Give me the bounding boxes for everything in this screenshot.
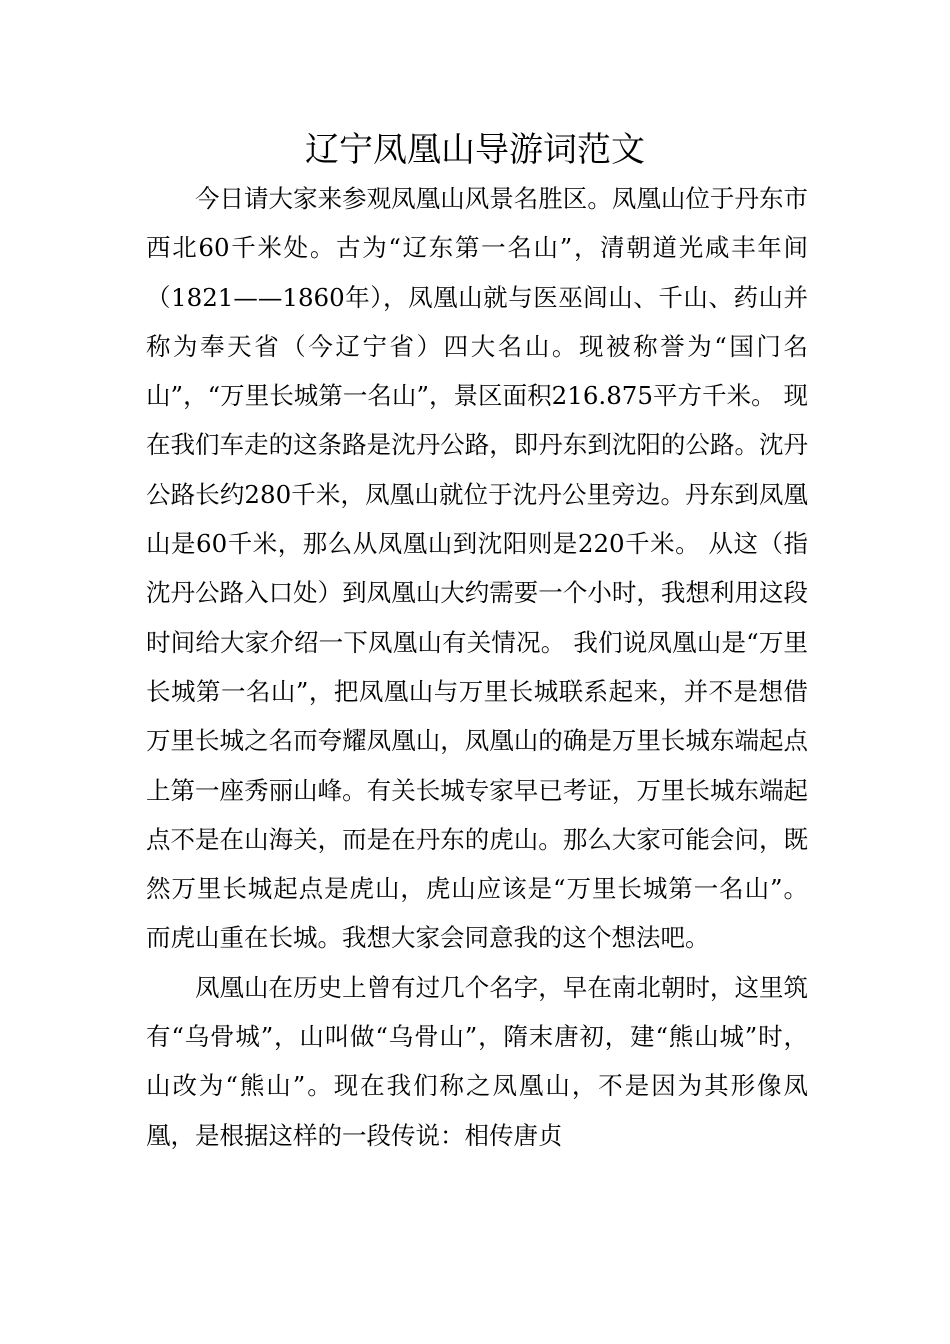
paragraph-1: 今日请大家来参观凤凰山风景名胜区。凤凰山位于丹东市西北60千米处。古为“辽东第一名山”，清朝道光咸丰年间（1821——1860年），凤凰山就与医巫闾山、千山、药山并称为奉天省（今辽宁省）四大名山。现被称誉为“国门名山”，“万里长城第一名山”，景区面积216.875平方千米。 现在我们车走的这条路是沈丹公路，即丹东到沈阳的公路。沈丹公路长约280千米，凤凰山就位于沈丹公里旁边。丹东到凤凰山是60千米，那么从凤凰山到沈阳则是220千米。 从这（指沈丹公路入口处）到凤凰山大约需要一个小时，我想利用这段时间给大家介绍一下凤凰山有关情况。 我们说凤凰山是“万里长城第一名山”，把凤凰山与万里长城联系起来，并不是想借万里长城之名而夸耀凤凰山，凤凰山的确是万里长城东端起点上第一座秀丽山峰。有关长城专家早已考证，万里长城东端起点不是在山海关，而是在丹东的虎山。那么大家可能会问，既然万里长城起点是虎山，虎山应该是“万里长城第一名山”。而虎山重在长城。我想大家会同意我的这个想法吧。 [146, 184, 808, 953]
document-body [146, 174, 808, 1160]
document-title: 辽宁凤凰山导游词范文 [305, 130, 645, 170]
paragraph-2: 凤凰山在历史上曾有过几个名字，早在南北朝时，这里筑有“乌骨城”，山叫做“乌骨山”，隋末唐初，建“熊山城”时，山改为“熊山”。现在我们称之凤凰山，不是因为其形像凤凰，是根据这样的一段传说：相传唐贞 [146, 972, 808, 1150]
